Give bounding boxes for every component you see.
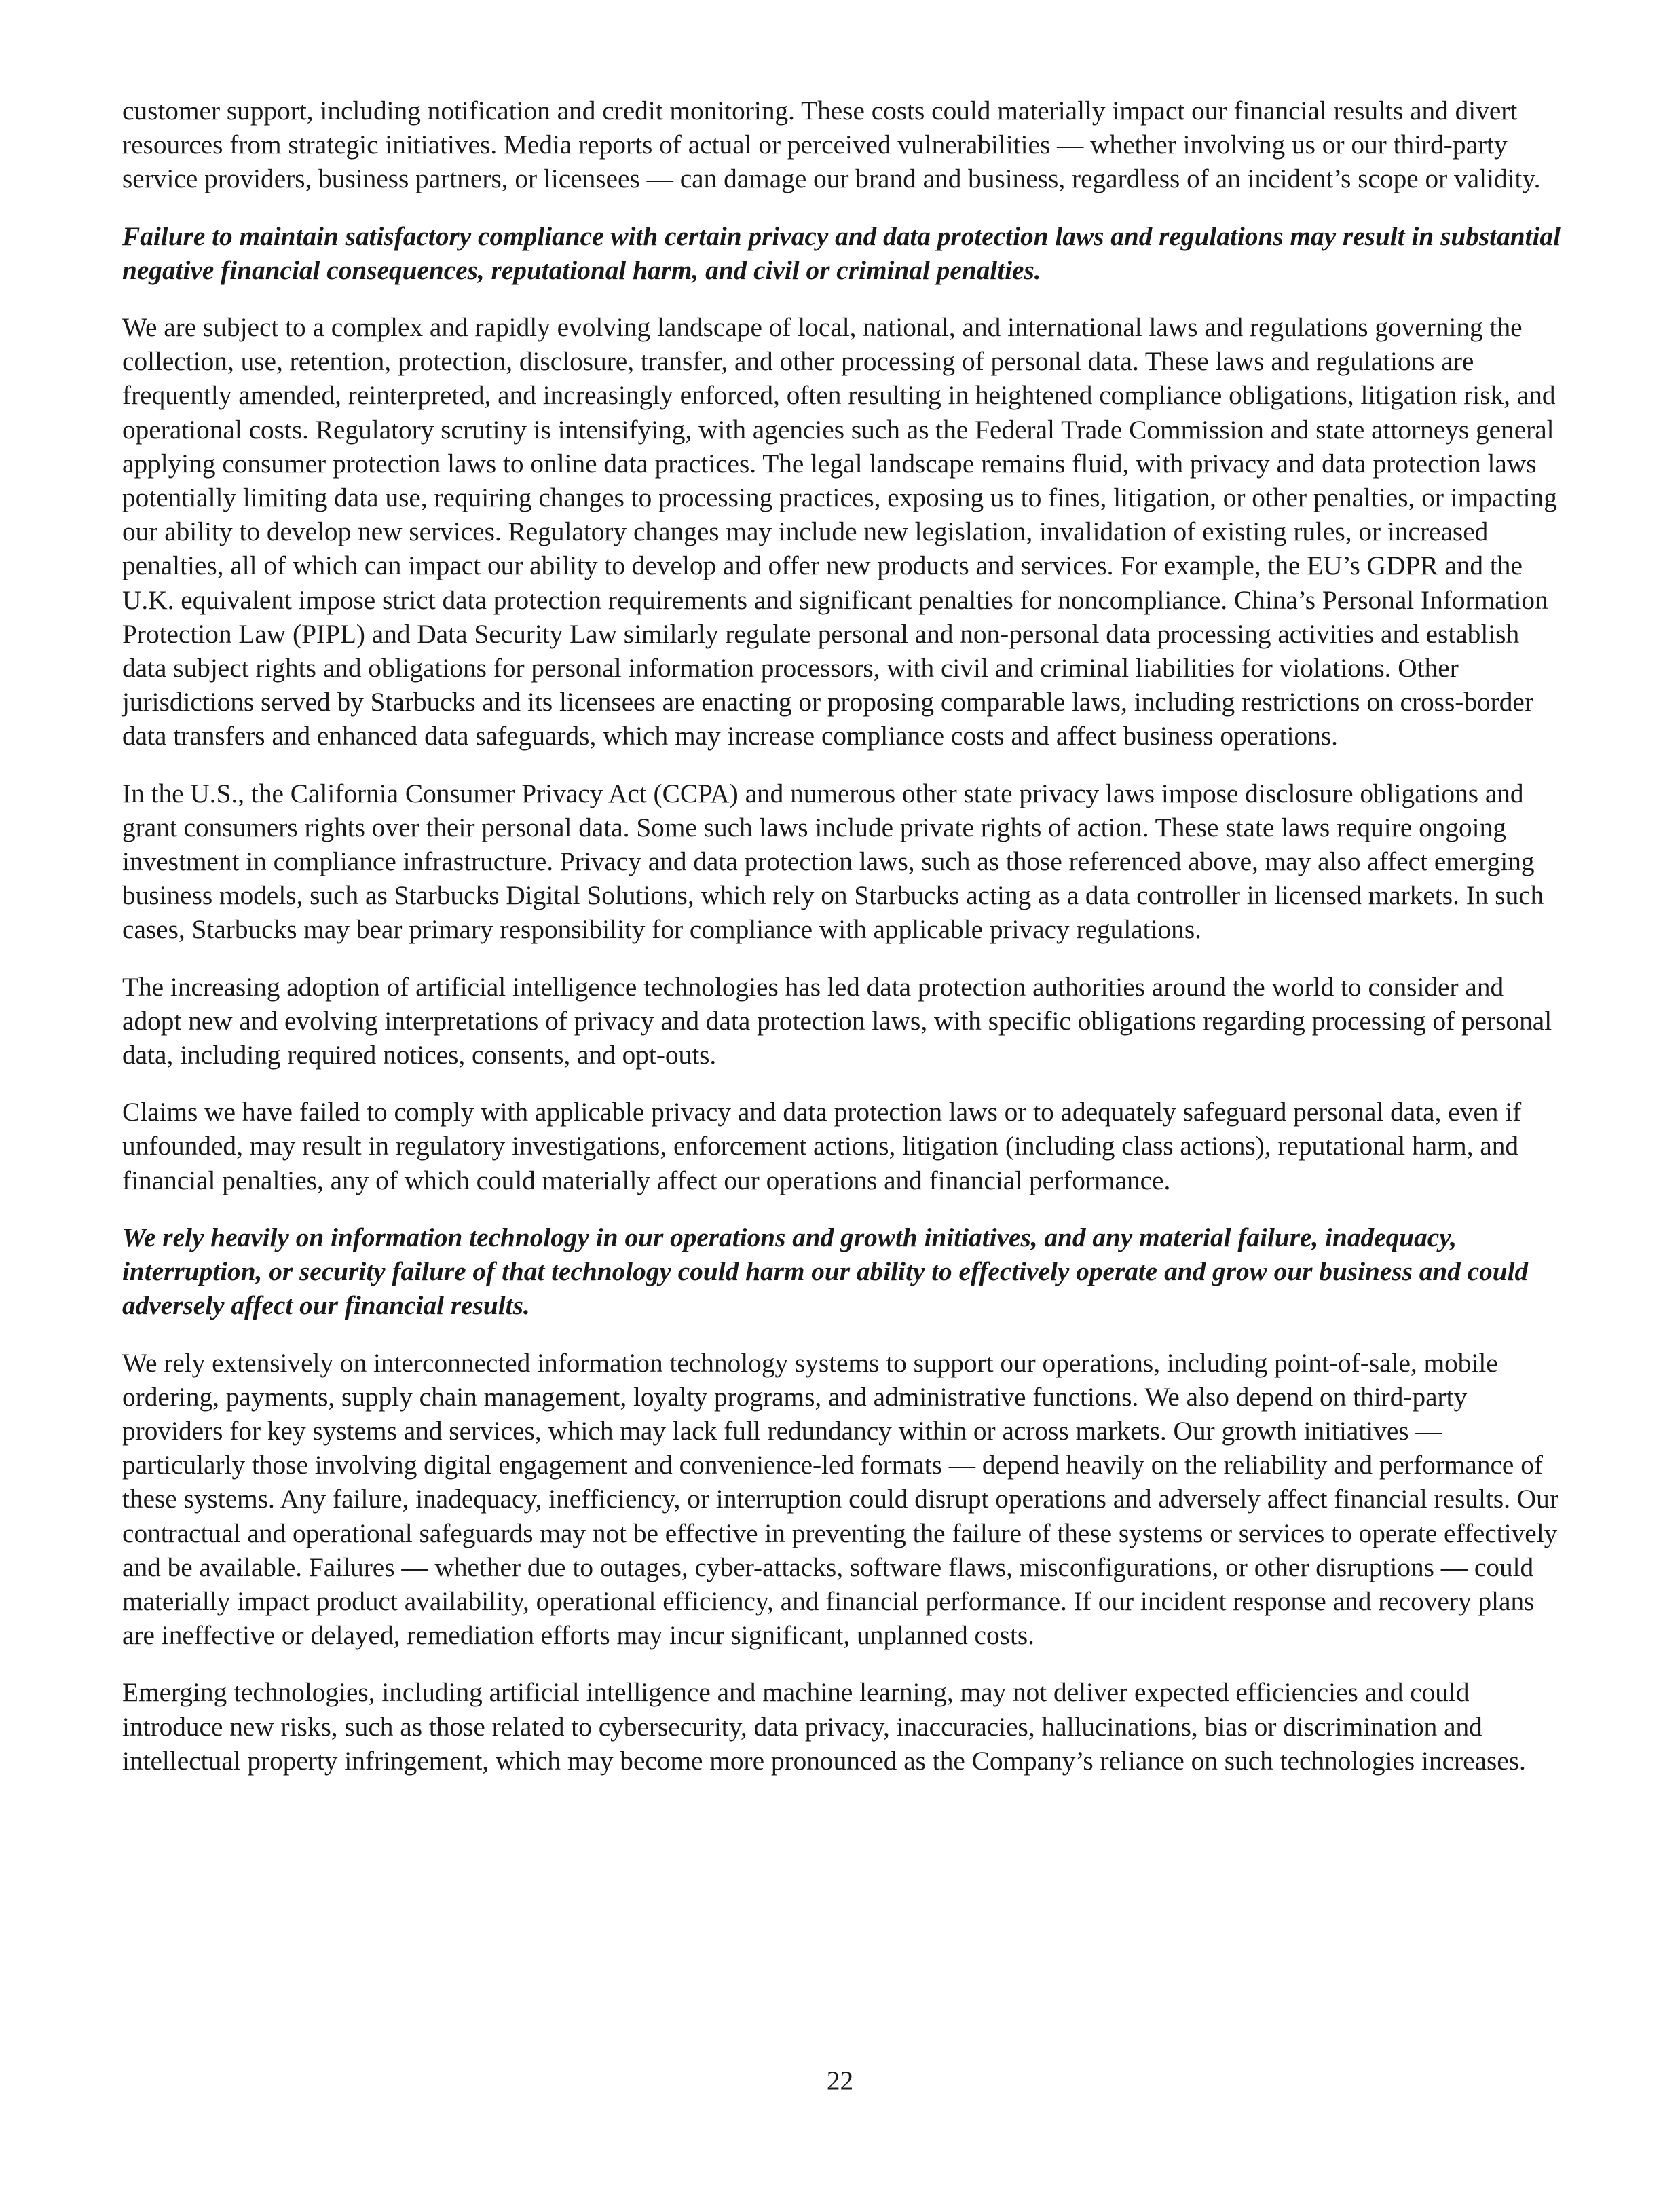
paragraph-privacy-laws-landscape: We are subject to a complex and rapidly evolving landscape of local, national, and international laws and regulations governing the collection, use, retention, protection, disclosure, transfer, and other processing of personal data. These laws and regulations are frequently amended, reinterpreted, and increasingly enforced, often resulting in heightened compliance obligations, litigation risk, and operational costs. Regulatory scrutiny is intensifying, with agencies such as the Federal Trade Commission and state attorneys general applying consumer protection laws to online data practices. The legal landscape remains fluid, with privacy and data protection laws potentially limiting data use, requiring changes to processing practices, exposing us to fines, litigation, or other penalties, or impacting our ability to develop new services. Regulatory changes may include new legislation, invalidation of existing rules, or increased penalties, all of which can impact our ability to develop and offer new products and services. For example, the EU’s GDPR and the U.K. equivalent impose strict data protection requirements and significant penalties for noncompliance. China’s Personal Information Protection Law (PIPL) and Data Security Law similarly regulate personal and non-personal data processing activities and establish data subject rights and obligations for personal information processors, with civil and criminal liabilities for violations. Other jurisdictions served by Starbucks and its licensees are enacting or proposing comparable laws, including restrictions on cross-border data transfers and enhanced data safeguards, which may increase compliance costs and affect business operations. <box>122 312 1557 751</box>
paragraph-emerging-technologies: Emerging technologies, including artificial intelligence and machine learning, may not deliver expected efficiencies and could introduce new risks, such as those related to cybersecurity, data privacy, inaccuracies, hallucinations, bias or discrimination and intellectual property infringement, which may become more pronounced as the Company’s reliance on such technologies increases. <box>122 1677 1526 1776</box>
heading-privacy-compliance-risk: Failure to maintain satisfactory compliance with certain privacy and data protection laws and regulations may result in substantial negative financial consequences, reputational harm, and civil or criminal penalties. <box>122 221 1561 285</box>
paragraph-us-state-privacy-laws: In the U.S., the California Consumer Privacy Act (CCPA) and numerous other state privacy laws impose disclosure obligations and grant consumers rights over their personal data. Some such laws include private rights of action. These state laws require ongoing investment in compliance infrastructure. Privacy and data protection laws, such as those referenced above, may also affect emerging business models, such as Starbucks Digital Solutions, which rely on Starbucks acting as a data controller in licensed markets. In such cases, Starbucks may bear primary responsibility for compliance with applicable privacy regulations. <box>122 778 1544 945</box>
heading-information-technology-risk: We rely heavily on information technology in our operations and growth initiatives, and any material failure, inadequacy, interruption, or security failure of that technology could harm our ability to effectively operate and grow our business and could adversely affect our financial results. <box>122 1222 1529 1321</box>
paragraph-it-systems-reliance: We rely extensively on interconnected information technology systems to support our operations, including point-of-sale, mobile ordering, payments, supply chain management, loyalty programs, and administrative functions. We also depend on third-party providers for key systems and services, which may lack full redundancy within or across markets. Our growth initiatives — particularly those involving digital engagement and convenience-led formats — depend heavily on the reliability and performance of these systems. Any failure, inadequacy, inefficiency, or interruption could disrupt operations and adversely affect financial results. Our contractual and operational safeguards may not be effective in preventing the failure of these systems or services to operate effectively and be available. Failures — whether due to outages, cyber-attacks, software flaws, misconfigurations, or other disruptions — could materially impact product availability, operational efficiency, and financial performance. If our incident response and recovery plans are ineffective or delayed, remediation efforts may incur significant, unplanned costs. <box>122 1347 1558 1651</box>
page-number: 22 <box>826 2065 854 2095</box>
paragraph-ai-data-protection: The increasing adoption of artificial intelligence technologies has led data protection authorities around the world to consider and adopt new and evolving interpretations of privacy and data protection laws, with specific obligations regarding processing of personal data, including required notices, consents, and opt-outs. <box>122 971 1552 1070</box>
paragraph-breach-costs: customer support, including notification and credit monitoring. These costs could materially impact our financial results and divert resources from strategic initiatives. Media reports of actual or perceived vulnerabilities — whether involving us or our third-party service providers, business partners, or licensees — can damage our brand and business, regardless of an incident’s scope or validity. <box>122 96 1541 194</box>
paragraph-compliance-claims: Claims we have failed to comply with applicable privacy and data protection laws or to adequately safeguard personal data, even if unfounded, may result in regulatory investigations, enforcement actions, litigation (including class actions), reputational harm, and financial penalties, any of which could materially affect our operations and financial performance. <box>122 1097 1522 1195</box>
document-body <box>122 94 1563 1801</box>
